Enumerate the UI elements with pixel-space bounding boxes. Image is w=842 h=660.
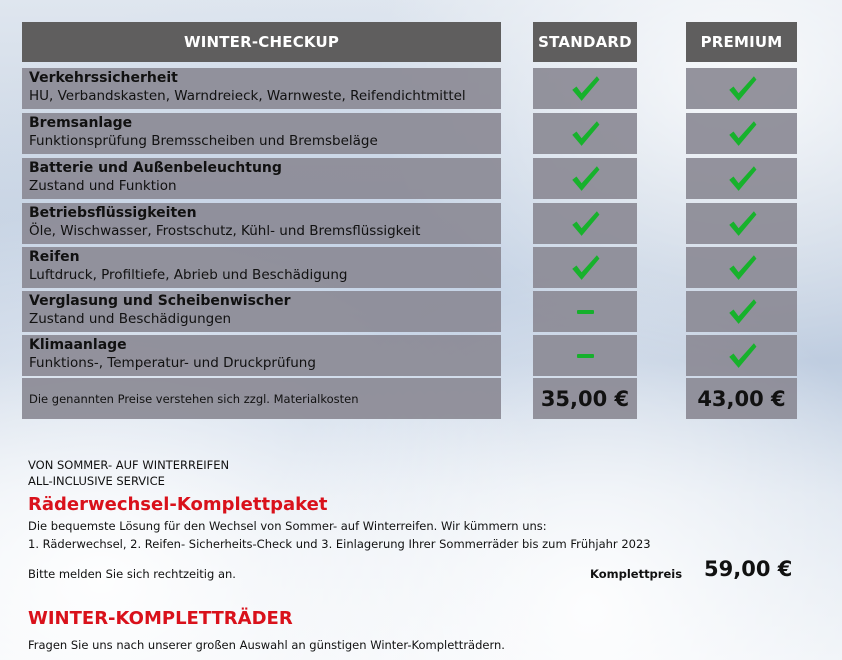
premium-cell bbox=[686, 335, 797, 376]
checkmark-icon bbox=[568, 162, 602, 196]
table-row bbox=[22, 113, 501, 154]
premium-cell bbox=[686, 113, 797, 154]
header-standard: STANDARD bbox=[533, 22, 637, 62]
checkmark-icon bbox=[725, 72, 759, 106]
standard-cell bbox=[533, 68, 637, 109]
row-title: Betriebsflüssigkeiten bbox=[29, 205, 197, 221]
wheel-change-heading: Räderwechsel-Komplettpaket bbox=[28, 494, 328, 515]
row-subtitle: Luftdruck, Profiltiefe, Abrieb und Beschädigung bbox=[29, 267, 348, 283]
standard-price: 35,00 € bbox=[533, 378, 637, 419]
table-row bbox=[22, 68, 501, 109]
premium-price: 43,00 € bbox=[686, 378, 797, 419]
premium-cell bbox=[686, 247, 797, 288]
table-row bbox=[22, 335, 501, 376]
row-title: Verglasung und Scheibenwischer bbox=[29, 293, 291, 309]
premium-cell bbox=[686, 68, 797, 109]
komplettpreis-price: 59,00 € bbox=[704, 557, 793, 581]
standard-cell bbox=[533, 247, 637, 288]
row-subtitle: Öle, Wischwasser, Frostschutz, Kühl- und Bremsflüssigkeit bbox=[29, 223, 421, 239]
checkmark-icon bbox=[725, 207, 759, 241]
table-row bbox=[22, 291, 501, 332]
table-row bbox=[22, 203, 501, 244]
row-subtitle: Zustand und Beschädigungen bbox=[29, 311, 232, 327]
standard-cell bbox=[533, 335, 637, 376]
wheel-change-desc1: Die bequemste Lösung für den Wechsel von Sommer- auf Winterreifen. Wir kümmern uns: bbox=[28, 519, 547, 533]
complete-wheels-heading: WINTER-KOMPLETTRÄDER bbox=[28, 608, 293, 629]
checkmark-icon bbox=[568, 251, 602, 285]
standard-cell bbox=[533, 158, 637, 199]
complete-wheels-desc: Fragen Sie uns nach unserer großen Auswahl an günstigen Winter-Kompletträdern. bbox=[28, 638, 505, 652]
premium-cell bbox=[686, 203, 797, 244]
row-title: Verkehrssicherheit bbox=[29, 70, 178, 86]
standard-cell bbox=[533, 203, 637, 244]
dash-icon bbox=[577, 354, 594, 358]
wheel-change-line1: VON SOMMER- AUF WINTERREIFEN bbox=[28, 458, 230, 472]
premium-cell bbox=[686, 291, 797, 332]
row-title: Klimaanlage bbox=[29, 337, 127, 353]
premium-cell bbox=[686, 158, 797, 199]
price-note bbox=[22, 378, 501, 419]
dash-icon bbox=[577, 310, 594, 314]
standard-cell bbox=[533, 113, 637, 154]
checkmark-icon bbox=[725, 295, 759, 329]
row-subtitle: Zustand und Funktion bbox=[29, 178, 177, 194]
checkmark-icon bbox=[568, 72, 602, 106]
header-winter-checkup: WINTER-CHECKUP bbox=[22, 22, 501, 62]
row-title: Batterie und Außenbeleuchtung bbox=[29, 160, 282, 176]
row-title: Bremsanlage bbox=[29, 115, 133, 131]
checkmark-icon bbox=[568, 207, 602, 241]
row-subtitle: Funktionsprüfung Bremsscheiben und Bremsbeläge bbox=[29, 133, 378, 149]
row-subtitle: Funktions-, Temperatur- und Druckprüfung bbox=[29, 355, 316, 371]
table-row bbox=[22, 158, 501, 199]
standard-cell bbox=[533, 291, 637, 332]
price-note-text: Die genannten Preise verstehen sich zzgl. Materialkosten bbox=[29, 392, 359, 406]
wheel-change-notice: Bitte melden Sie sich rechtzeitig an. bbox=[28, 567, 236, 581]
checkmark-icon bbox=[725, 251, 759, 285]
komplettpreis-label: Komplettpreis bbox=[590, 567, 683, 581]
checkmark-icon bbox=[725, 339, 759, 373]
header-premium: PREMIUM bbox=[686, 22, 797, 62]
row-title: Reifen bbox=[29, 249, 80, 265]
row-subtitle: HU, Verbandskasten, Warndreieck, Warnweste, Reifendichtmittel bbox=[29, 88, 466, 104]
wheel-change-line2: ALL-INCLUSIVE SERVICE bbox=[28, 474, 165, 488]
table-row bbox=[22, 247, 501, 288]
wheel-change-desc2: 1. Räderwechsel, 2. Reifen- Sicherheits-Check und 3. Einlagerung Ihrer Sommerräder bis zum Frühjahr 2023 bbox=[28, 537, 651, 551]
checkmark-icon bbox=[725, 117, 759, 151]
checkmark-icon bbox=[568, 117, 602, 151]
checkmark-icon bbox=[725, 162, 759, 196]
